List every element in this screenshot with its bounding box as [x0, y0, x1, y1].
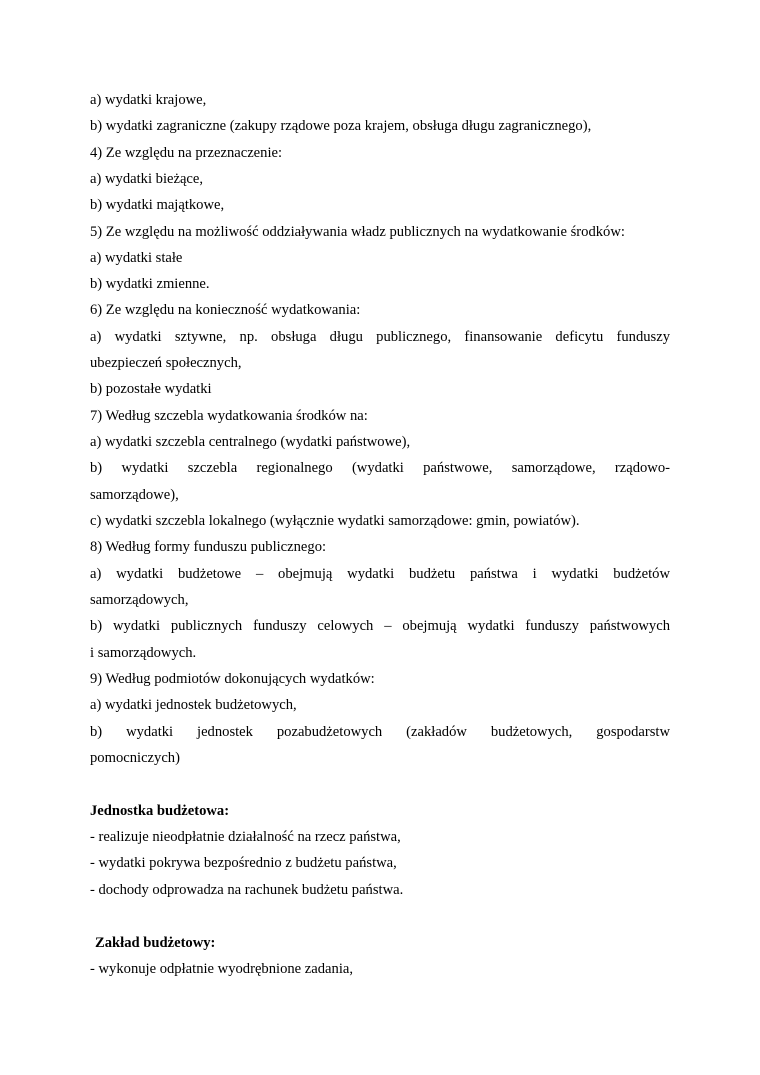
section-heading-4: 4) Ze względu na przeznaczenie:	[90, 145, 283, 161]
heading-jednostka-budzetowa: Jednostka budżetowa:	[90, 803, 230, 819]
text-line: a) wydatki jednostek budżetowych,	[90, 697, 297, 713]
text-line: a) wydatki budżetowe – obejmują wydatki budżetu państwa i wydatki budżetów	[90, 566, 670, 582]
text-line: i samorządowych.	[90, 645, 197, 661]
text-line: samorządowe),	[90, 487, 179, 503]
text-line: pomocniczych)	[90, 750, 180, 766]
text-line: samorządowych,	[90, 592, 189, 608]
text-line: b) wydatki zmienne.	[90, 276, 210, 292]
text-line: a) wydatki szczebla centralnego (wydatki państwowe),	[90, 434, 411, 450]
text-line: b) wydatki publicznych funduszy celowych – obejmują wydatki funduszy państwowych	[90, 618, 670, 634]
section-heading-9: 9) Według podmiotów dokonujących wydatków:	[90, 671, 375, 687]
text-line: b) wydatki majątkowe,	[90, 197, 225, 213]
text-line: a) wydatki stałe	[90, 250, 183, 266]
heading-zaklad-budzetowy: Zakład budżetowy:	[95, 935, 216, 951]
text-line: b) pozostałe wydatki	[90, 381, 212, 397]
text-line: ubezpieczeń społecznych,	[90, 355, 242, 371]
list-item: - wykonuje odpłatnie wyodrębnione zadania,	[90, 961, 354, 977]
text-line: c) wydatki szczebla lokalnego (wyłącznie wydatki samorządowe: gmin, powiatów).	[90, 513, 580, 529]
section-heading-6: 6) Ze względu na konieczność wydatkowania:	[90, 302, 361, 318]
section-heading-7: 7) Według szczebla wydatkowania środków na:	[90, 408, 368, 424]
text-line: b) wydatki zagraniczne (zakupy rządowe poza krajem, obsługa długu zagranicznego),	[90, 118, 592, 134]
list-item: - dochody odprowadza na rachunek budżetu państwa.	[90, 882, 404, 898]
text-line: a) wydatki krajowe,	[90, 92, 207, 108]
text-line: a) wydatki bieżące,	[90, 171, 204, 187]
section-heading-5: 5) Ze względu na możliwość oddziaływania władz publicznych na wydatkowanie środków:	[90, 224, 625, 240]
text-line: b) wydatki szczebla regionalnego (wydatki państwowe, samorządowe, rządowo-	[90, 460, 670, 476]
section-heading-8: 8) Według formy funduszu publicznego:	[90, 539, 327, 555]
text-line: a) wydatki sztywne, np. obsługa długu publicznego, finansowanie deficytu funduszy	[90, 329, 670, 345]
list-item: - realizuje nieodpłatnie działalność na rzecz państwa,	[90, 829, 401, 845]
list-item: - wydatki pokrywa bezpośrednio z budżetu państwa,	[90, 855, 397, 871]
text-line: b) wydatki jednostek pozabudżetowych (zakładów budżetowych, gospodarstw	[90, 724, 670, 740]
